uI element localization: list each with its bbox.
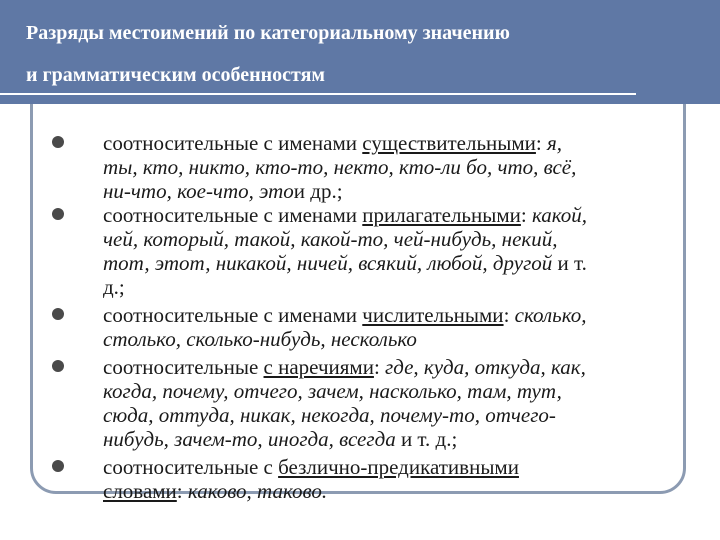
- page-title-line-1: Разряды местоимений по категориальному значению: [26, 22, 510, 44]
- bullet-icon: [52, 136, 64, 148]
- list-item-2-line-3: тот, этот, никакой, ничей, всякий, любой, другой и т.: [103, 251, 587, 275]
- bullet-icon: [52, 360, 64, 372]
- list-item-1-line-2: ты, кто, никто, кто-то, некто, кто-ли бо, что, всё,: [103, 155, 577, 179]
- list-item-1-line-3: ни-что, кое-что, этои др.;: [103, 179, 343, 203]
- list-item-2-line-4: д.;: [103, 275, 125, 299]
- bullet-icon: [52, 308, 64, 320]
- list-item-5-line-2: словами: каково, таково.: [103, 479, 328, 503]
- list-item-2-line-2: чей, который, такой, какой-то, чей-нибудь, некий,: [103, 227, 558, 251]
- list-item-1-line-1: соотносительные с именами существительными: я,: [103, 131, 563, 155]
- list-item-5-line-1: соотносительные с безлично-предикативными: [103, 455, 519, 479]
- bullet-icon: [52, 208, 64, 220]
- list-item-4-line-4: нибудь, зачем-то, иногда, всегда и т. д.;: [103, 427, 458, 451]
- list-item-4-line-3: сюда, оттуда, никак, некогда, почему-то, отчего-: [103, 403, 556, 427]
- page-title-line-2: и грамматическим особенностям: [26, 64, 326, 86]
- bullet-icon: [52, 460, 64, 472]
- list-item-4-line-2: когда, почему, отчего, зачем, насколько, там, тут,: [103, 379, 562, 403]
- list-item-4-line-1: соотносительные с наречиями: где, куда, откуда, как,: [103, 355, 586, 379]
- list-item-3-line-1: соотносительные с именами числительными: сколько,: [103, 303, 587, 327]
- list-item-3-line-2: столько, сколько-нибудь, несколько: [103, 327, 417, 351]
- list-item-2-line-1: соотносительные с именами прилагательными: какой,: [103, 203, 588, 227]
